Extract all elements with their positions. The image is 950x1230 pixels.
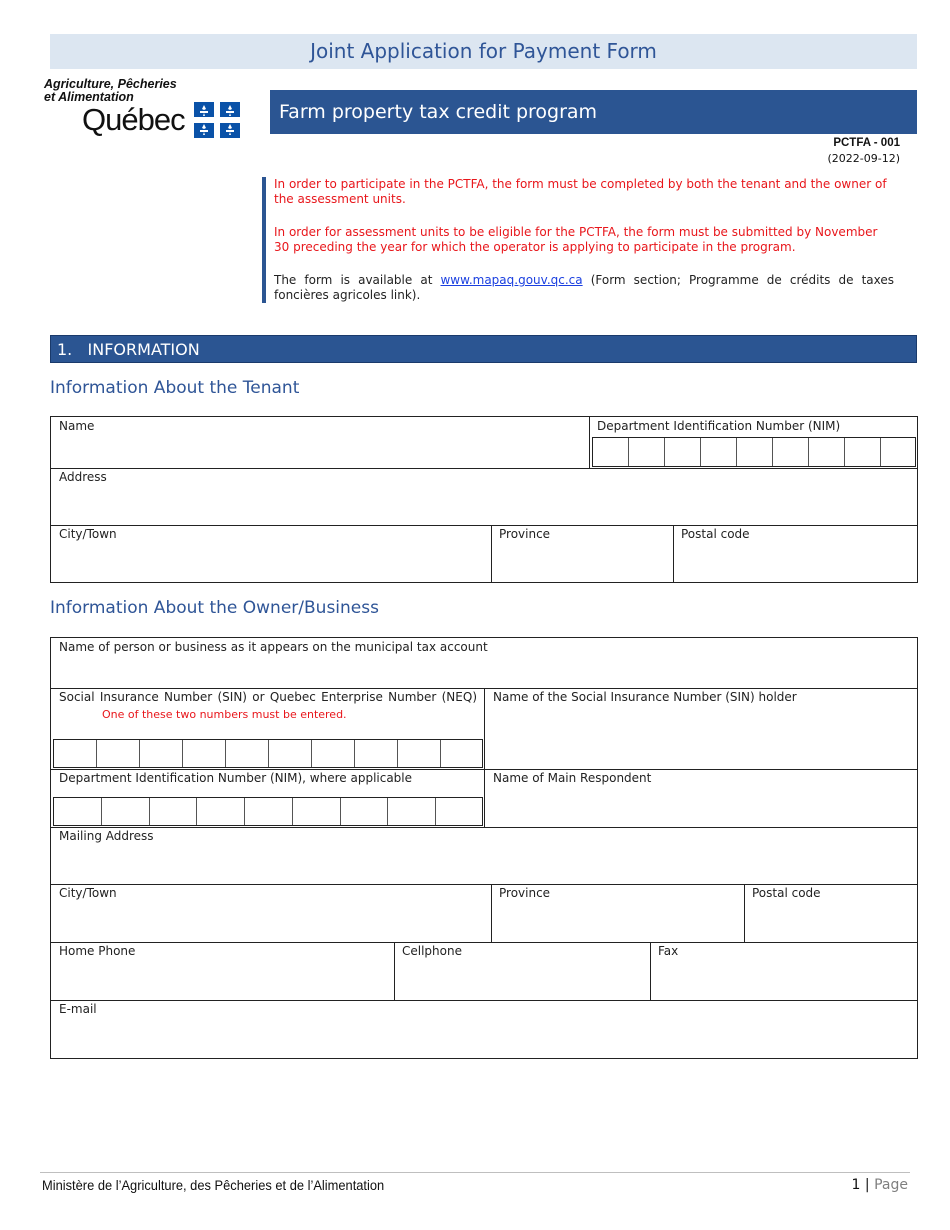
- page-separator: |: [864, 1177, 870, 1193]
- tenant-address-label: Address: [59, 470, 107, 484]
- owner-mailing-input[interactable]: [51, 846, 917, 884]
- owner-nim-input[interactable]: [53, 797, 483, 826]
- tenant-nim-label: Department Identification Number (NIM): [597, 419, 841, 433]
- page-number: 1: [851, 1177, 861, 1193]
- footer-ministry: Ministère de l’Agriculture, des Pêcheries et de l’Alimentation: [42, 1177, 385, 1193]
- notice-text: The form is available at: [274, 273, 441, 287]
- owner-fax-label: Fax: [658, 944, 679, 958]
- footer-divider: [40, 1172, 910, 1173]
- notice-availability: [274, 273, 894, 303]
- owner-postal-input[interactable]: [745, 903, 917, 942]
- owner-province-label: Province: [499, 886, 551, 900]
- tenant-name-input[interactable]: [51, 435, 589, 468]
- owner-nim-label: Department Identification Number (NIM), where applicable: [59, 771, 413, 785]
- form-title: Joint Application for Payment Form: [50, 34, 917, 69]
- page-label: Page: [874, 1177, 908, 1193]
- owner-postal-label: Postal code: [752, 886, 821, 900]
- owner-email-label: E-mail: [59, 1002, 97, 1016]
- owner-sin-holder-label: Name of the Social Insurance Number (SIN) holder: [493, 690, 797, 704]
- section-number: 1.: [57, 340, 73, 359]
- tenant-postal-input[interactable]: [674, 544, 917, 582]
- owner-main-respondent-input[interactable]: [485, 788, 917, 827]
- owner-sin-label: Social Insurance Number (SIN) or Quebec Enterprise Number (NEQ): [59, 690, 477, 704]
- section-title: INFORMATION: [87, 340, 200, 359]
- owner-province-input[interactable]: [492, 903, 744, 942]
- owner-home-phone-input[interactable]: [51, 961, 394, 1000]
- owner-cellphone-input[interactable]: [395, 961, 650, 1000]
- owner-fax-input[interactable]: [651, 961, 917, 1000]
- owner-city-input[interactable]: [51, 903, 491, 942]
- owner-cellphone-label: Cellphone: [402, 944, 462, 958]
- tenant-name-label: Name: [59, 419, 95, 433]
- sin-note-text: One of these two numbers must be entered.: [102, 708, 347, 721]
- tenant-address-input[interactable]: [51, 487, 917, 525]
- owner-sin-holder-input[interactable]: [485, 707, 917, 769]
- logo-name: Québec: [82, 102, 185, 137]
- section-information-header: [50, 335, 917, 363]
- form-date: (2022-09-12): [827, 152, 900, 165]
- mapaq-link[interactable]: www.mapaq.gouv.qc.ca: [440, 273, 583, 287]
- tenant-city-input[interactable]: [51, 544, 491, 582]
- tenant-table: [50, 416, 918, 583]
- notice-participation: In order to participate in the PCTFA, the form must be completed by both the tenant and the owner of the assessment units.: [274, 177, 887, 206]
- owner-city-label: City/Town: [59, 886, 117, 900]
- owner-email-input[interactable]: [51, 1019, 917, 1058]
- tenant-province-input[interactable]: [492, 544, 673, 582]
- owner-sin-note: [102, 707, 347, 722]
- quebec-flag-icon: [194, 102, 240, 138]
- owner-name-label: Name of person or business as it appears on the municipal tax account: [59, 640, 488, 654]
- notice-text-after: (Form section; Programme de crédits de taxes foncières agricoles link).: [274, 273, 894, 302]
- owner-home-phone-label: Home Phone: [59, 944, 136, 958]
- footer-page-indicator: [852, 1177, 908, 1193]
- tenant-heading: Information About the Tenant: [50, 378, 300, 398]
- notice-deadline: In order for assessment units to be eligible for the PCTFA, the form must be submitted by November 30 preceding the year for which the operator is applying to participate in the program.: [274, 225, 878, 254]
- tenant-city-label: City/Town: [59, 527, 117, 541]
- owner-name-input[interactable]: [51, 656, 917, 688]
- quebec-logo: [44, 78, 244, 143]
- owner-mailing-label: Mailing Address: [59, 829, 154, 843]
- tenant-nim-input[interactable]: [592, 437, 916, 467]
- owner-heading: Information About the Owner/Business: [50, 598, 379, 618]
- form-code: PCTFA - 001: [833, 137, 900, 149]
- logo-line-1: Agriculture, Pêcheries: [44, 77, 177, 91]
- owner-main-respondent-label: Name of Main Respondent: [493, 771, 652, 785]
- tenant-postal-label: Postal code: [681, 527, 750, 541]
- notice-box: [262, 177, 894, 303]
- owner-table: [50, 637, 918, 1059]
- tenant-province-label: Province: [499, 527, 551, 541]
- owner-sin-input[interactable]: [53, 739, 483, 768]
- form-code-block: [827, 135, 900, 167]
- logo-line-2: et Alimentation: [44, 90, 134, 104]
- program-title: Farm property tax credit program: [270, 90, 917, 134]
